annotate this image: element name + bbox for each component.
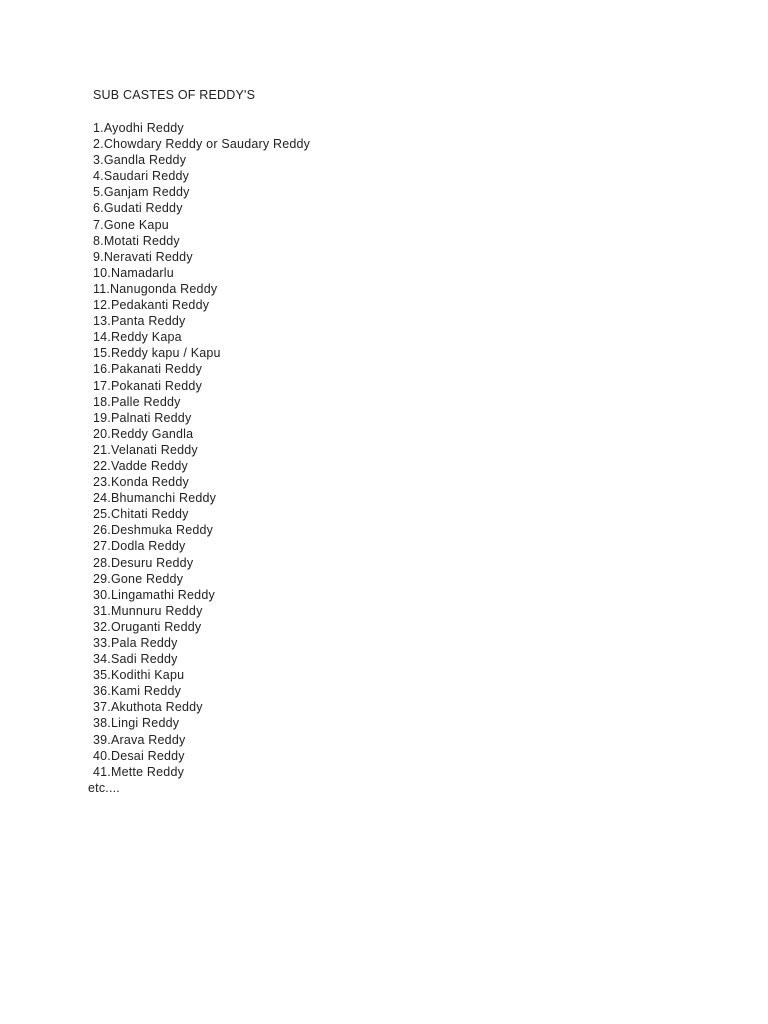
list-item: 16.Pakanati Reddy bbox=[93, 362, 203, 377]
list-item: 2.Chowdary Reddy or Saudary Reddy bbox=[93, 137, 311, 152]
list-item: 31.Munnuru Reddy bbox=[93, 603, 203, 618]
list-item: 22.Vadde Reddy bbox=[93, 458, 188, 473]
list-item: 15.Reddy kapu / Kapu bbox=[93, 346, 221, 361]
list-item: 30.Lingamathi Reddy bbox=[93, 587, 215, 602]
list-item: 35.Kodithi Kapu bbox=[93, 668, 185, 683]
list-item: 18.Palle Reddy bbox=[93, 394, 181, 409]
list-item: 33.Pala Reddy bbox=[93, 636, 178, 650]
list-item: 8.Motati Reddy bbox=[93, 233, 180, 248]
list-item: 37.Akuthota Reddy bbox=[93, 700, 203, 715]
list-item: 38.Lingi Reddy bbox=[93, 716, 180, 731]
list-item: 17.Pokanati Reddy bbox=[93, 378, 203, 393]
list-item: 21.Velanati Reddy bbox=[93, 442, 198, 457]
list-item: 28.Desuru Reddy bbox=[93, 555, 194, 570]
list-item: 34.Sadi Reddy bbox=[93, 652, 178, 667]
list-item: 5.Ganjam Reddy bbox=[93, 185, 190, 200]
list-item: 6.Gudati Reddy bbox=[93, 201, 183, 216]
list-item: 4.Saudari Reddy bbox=[93, 169, 190, 184]
list-item: 27.Dodla Reddy bbox=[93, 539, 186, 554]
list-item: 1.Ayodhi Reddy bbox=[93, 121, 184, 135]
list-item: 41.Mette Reddy bbox=[93, 764, 185, 779]
list-item: 12.Pedakanti Reddy bbox=[93, 298, 210, 313]
list-item: 26.Deshmuka Reddy bbox=[93, 523, 214, 538]
list-item: 32.Oruganti Reddy bbox=[93, 619, 202, 634]
list-item: 10.Namadarlu bbox=[93, 265, 174, 280]
list-continuation-text: etc.... bbox=[88, 780, 120, 795]
list-item: 13.Panta Reddy bbox=[93, 314, 186, 329]
list-item: 20.Reddy Gandla bbox=[93, 426, 194, 441]
subcaste-list bbox=[93, 120, 693, 780]
list-item: 40.Desai Reddy bbox=[93, 748, 185, 763]
list-item: 36.Kami Reddy bbox=[93, 684, 182, 699]
list-item: 25.Chitati Reddy bbox=[93, 507, 189, 522]
list-item: 29.Gone Reddy bbox=[93, 571, 184, 586]
list-item: 3.Gandla Reddy bbox=[93, 153, 187, 168]
list-item: 24.Bhumanchi Reddy bbox=[93, 491, 217, 506]
list-item: 19.Palnati Reddy bbox=[93, 410, 192, 425]
document-title: SUB CASTES OF REDDY'S bbox=[93, 88, 256, 102]
list-item: 23.Konda Reddy bbox=[93, 475, 189, 490]
list-item: 11.Nanugonda Reddy bbox=[93, 281, 218, 296]
list-item: 9.Neravati Reddy bbox=[93, 249, 193, 264]
list-item: 39.Arava Reddy bbox=[93, 732, 186, 747]
list-item: 7.Gone Kapu bbox=[93, 217, 169, 232]
list-item: 14.Reddy Kapa bbox=[93, 330, 182, 345]
document-page bbox=[88, 87, 693, 796]
